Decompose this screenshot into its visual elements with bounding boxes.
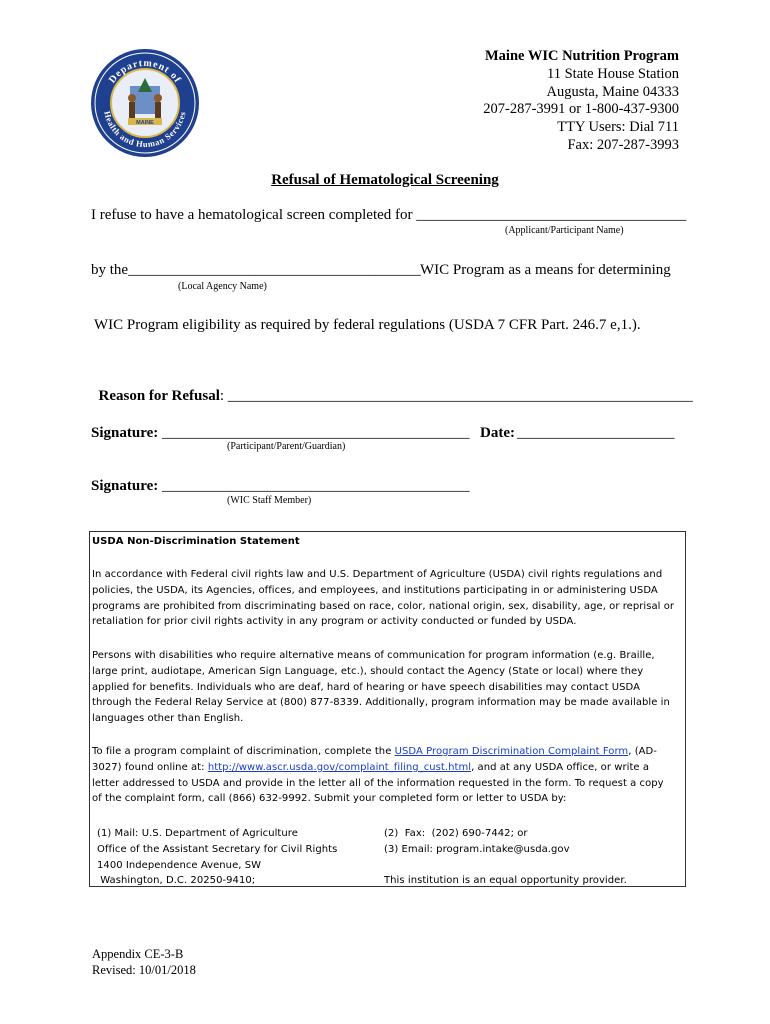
phone-line: 207-287-3991 or 1-800-437-9300	[483, 101, 679, 118]
seal-banner: MAINE	[136, 120, 154, 126]
svg-text:Health and Human Services: Health and Human Services	[102, 110, 188, 150]
eligibility-text: WIC Program eligibility as required by federal regulations (USDA 7 CFR Part. 246.7 e,1.).	[94, 317, 641, 333]
p2-line: applied for benefits. Individuals who are deaf, hard of hearing or have speech disabilities may contact USDA	[92, 681, 641, 693]
date-field[interactable]: _____________________	[517, 425, 675, 441]
p3-text: , and at any USDA office, or write a	[471, 761, 650, 773]
p1-line: policies, the USDA, its Agencies, offices, and employees, and institutions participating in or administering USDA	[92, 584, 658, 596]
mail-line: (1) Mail: U.S. Department of Agriculture	[97, 828, 298, 839]
revised-date: Revised: 10/01/2018	[92, 963, 196, 977]
mail-address-block	[97, 826, 377, 889]
local-agency-line[interactable]: by the_______________________________________	[91, 262, 421, 278]
staff-caption: (WIC Staff Member)	[227, 495, 312, 506]
mail-line: Washington, D.C. 20250-9410;	[97, 875, 256, 887]
address-line-1: 11 State House Station	[547, 65, 679, 82]
statement-paragraph-1	[92, 567, 682, 630]
participant-signature-field[interactable]: _________________________________________	[162, 425, 470, 441]
fax-email-block	[384, 826, 674, 889]
statement-paragraph-3	[92, 744, 682, 807]
usda-statement-box	[89, 531, 686, 887]
appendix-label: Appendix CE-3-B	[92, 947, 184, 961]
participant-caption: (Participant/Parent/Guardian)	[227, 441, 346, 452]
applicant-name-caption: (Applicant/Participant Name)	[505, 225, 624, 236]
staff-signature-field[interactable]: _________________________________________	[162, 478, 470, 494]
fax-line: Fax: 207-287-3993	[567, 136, 679, 153]
svg-text:Department of: Department of	[106, 57, 184, 86]
complaint-form-link[interactable]: USDA Program Discrimination Complaint Form	[394, 746, 629, 757]
staff-signature-label: Signature:	[91, 478, 159, 494]
mail-line: Office of the Assistant Secretary for Civil Rights	[97, 843, 338, 855]
date-label: Date:	[480, 425, 515, 441]
signature-label: Signature:	[91, 425, 159, 441]
reason-label: Reason for Refusal	[98, 388, 220, 404]
p2-line: Persons with disabilities who require alternative means of communication for program information (e.g. Braille,	[92, 650, 655, 661]
p3-text: To file a program complaint of discrimination, complete the	[92, 746, 395, 757]
p3-text: , (AD-	[628, 746, 657, 757]
p1-line: In accordance with Federal civil rights law and U.S. Department of Agriculture (USDA) civil rights regulations and	[92, 569, 663, 580]
org-name: Maine WIC Nutrition Program	[485, 48, 679, 64]
p3-text: 3027) found online at:	[92, 761, 208, 773]
fax-line: (2) Fax: (202) 690-7442; or	[384, 828, 528, 839]
footer	[92, 946, 196, 978]
p3-line: of the complaint form, call (866) 632-9992. Submit your completed form or letter to USDA by:	[92, 793, 567, 805]
refuse-statement[interactable]: I refuse to have a hematological screen completed for ____________________________________	[91, 207, 687, 223]
department-seal-logo	[90, 48, 200, 158]
means-text: WIC Program as a means for determining	[420, 262, 671, 278]
local-agency-caption: (Local Agency Name)	[178, 281, 267, 292]
page-title: Refusal of Hematological Screening	[271, 172, 499, 188]
p2-line: large print, audiotape, American Sign Language, etc.), should contact the Agency (State or local) where they	[92, 665, 644, 677]
tty-line: TTY Users: Dial 711	[557, 119, 679, 136]
statement-title: USDA Non-Discrimination Statement	[92, 536, 300, 547]
reason-field[interactable]: : ______________________________________________________________	[219, 388, 693, 404]
statement-paragraph-2	[92, 648, 682, 727]
mail-line: 1400 Independence Avenue, SW	[97, 859, 262, 871]
p2-line: through the Federal Relay Service at (800) 877-8339. Additionally, program information may be made available in	[92, 697, 670, 709]
p1-line: retaliation for prior civil rights activity in any program or activity conducted or funded by USDA.	[92, 616, 577, 628]
email-line: (3) Email: program.intake@usda.gov	[384, 843, 570, 855]
p1-line: programs are prohibited from discriminating based on race, color, national origin, sex, disability, age, or reprisal or	[92, 600, 675, 612]
p2-line: languages other than English.	[92, 713, 244, 725]
program-contact-header	[359, 48, 679, 155]
complaint-filing-url-link[interactable]: http://www.ascr.usda.gov/complaint_filing_cust.html	[207, 761, 472, 773]
address-line-2: Augusta, Maine 04333	[546, 83, 679, 100]
p3-line: letter addressed to USDA and provide in the letter all of the information requested in the form. To request a copy	[92, 777, 664, 789]
equal-opportunity-line: This institution is an equal opportunity provider.	[384, 875, 627, 887]
